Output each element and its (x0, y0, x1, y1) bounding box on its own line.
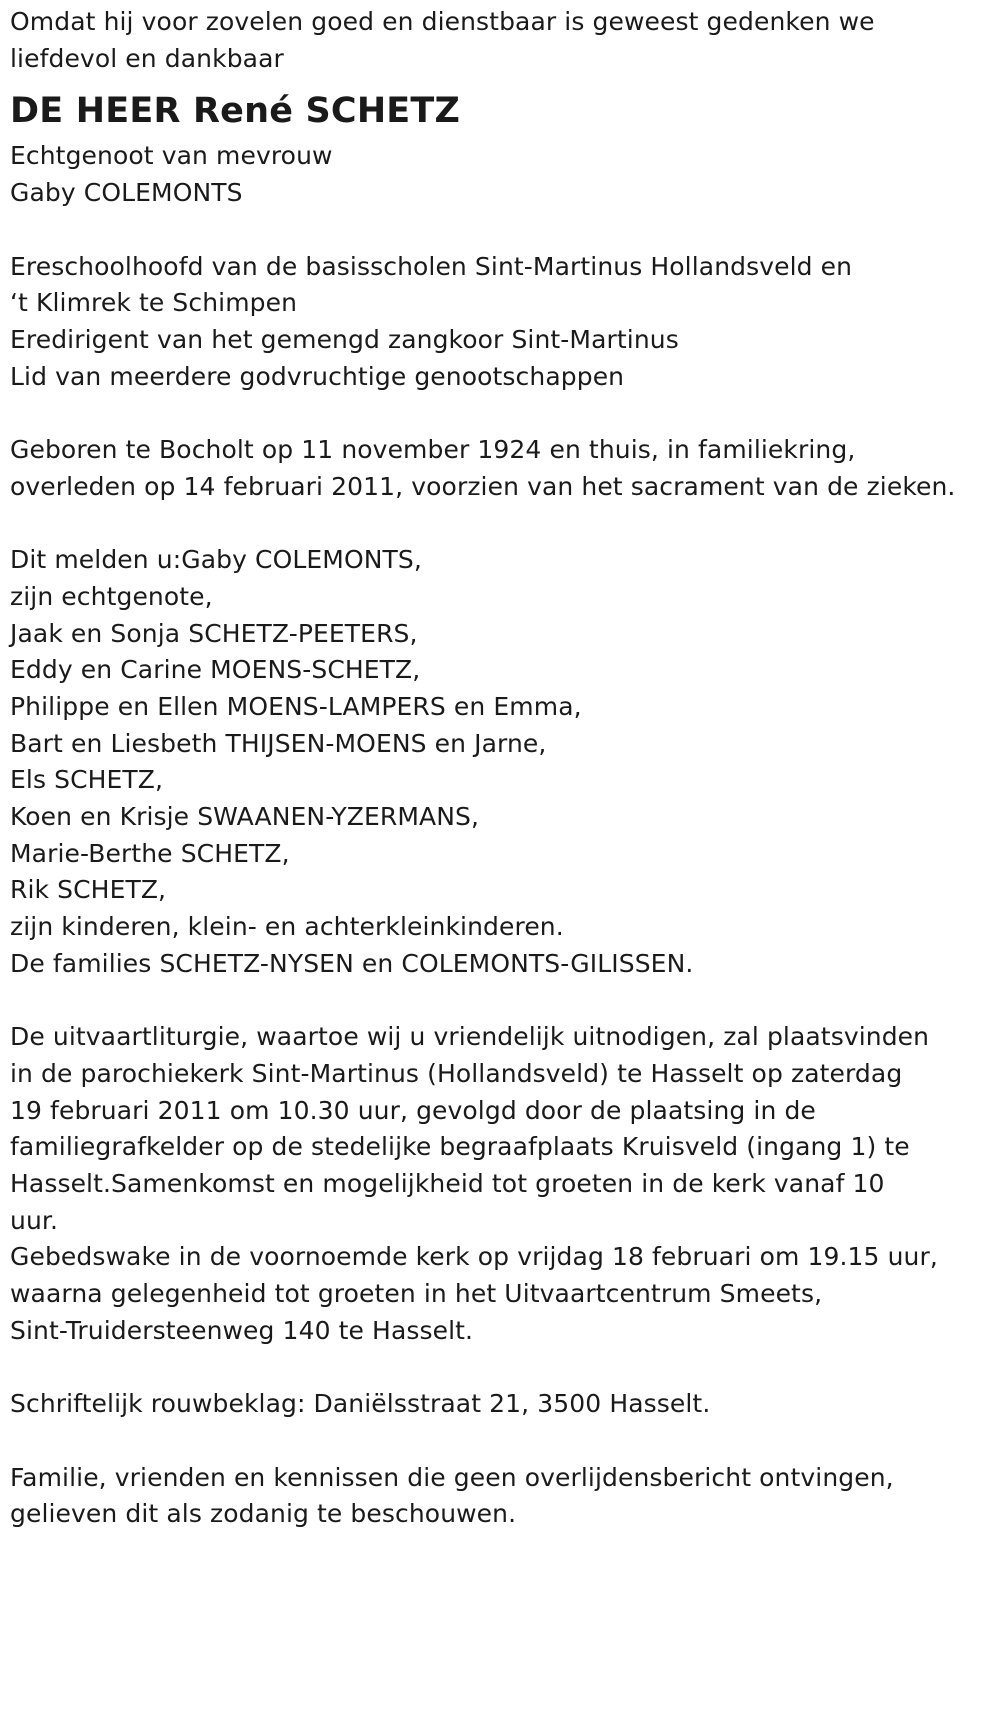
role-line: ‘t Klimrek te Schimpen (10, 288, 298, 318)
spacer (10, 505, 990, 542)
roles-paragraph (10, 249, 990, 396)
spacer (10, 1350, 990, 1387)
closing-line: Familie, vrienden en kennissen die geen overlijdensbericht ontvingen, (10, 1462, 894, 1492)
birth-death-paragraph (10, 432, 990, 505)
announcers-paragraph (10, 542, 990, 982)
funeral-line: uur. (10, 1205, 59, 1235)
spacer (10, 983, 990, 1020)
birth-death-line: overleden op 14 februari 2011, voorzien van het sacrament van de zieken. (10, 471, 956, 501)
spouse-line: Gaby COLEMONTS (10, 178, 243, 208)
condolence-line: Schriftelijk rouwbeklag: Daniëlsstraat 21, 3500 Hasselt. (10, 1389, 711, 1419)
announcer-line: Bart en Liesbeth THIJSEN-MOENS en Jarne, (10, 728, 547, 758)
spacer (10, 395, 990, 432)
funeral-line: De uitvaartliturgie, waartoe wij u vriendelijk uitnodigen, zal plaatsvinden (10, 1022, 930, 1052)
intro-paragraph (10, 4, 990, 77)
announcer-line: zijn kinderen, klein- en achterkleinkinderen. (10, 912, 564, 942)
closing-paragraph (10, 1460, 990, 1533)
spacer (10, 212, 990, 249)
announcer-line: Koen en Krisje SWAANEN-YZERMANS, (10, 802, 480, 832)
announcer-line: Els SCHETZ, (10, 765, 164, 795)
announcer-line: Jaak en Sonja SCHETZ-PEETERS, (10, 618, 418, 648)
closing-line: gelieven dit als zodanig te beschouwen. (10, 1499, 517, 1529)
intro-line: Omdat hij voor zovelen goed en dienstbaar is geweest gedenken we (10, 7, 875, 36)
spacer (10, 1423, 990, 1460)
condolence-paragraph (10, 1386, 990, 1423)
funeral-line: Hasselt.Samenkomst en mogelijkheid tot groeten in de kerk vanaf 10 (10, 1169, 885, 1199)
birth-death-line: Geboren te Bocholt op 11 november 1924 en thuis, in familiekring, (10, 435, 856, 464)
funeral-line: in de parochiekerk Sint-Martinus (Hollandsveld) te Hasselt op zaterdag (10, 1058, 903, 1088)
role-line: Lid van meerdere godvruchtige genootschappen (10, 361, 625, 391)
funeral-line: Sint-Truidersteenweg 140 te Hasselt. (10, 1315, 474, 1345)
funeral-paragraph (10, 1019, 990, 1349)
intro-line: liefdevol en dankbaar (10, 43, 284, 73)
funeral-line: Gebedswake in de voornoemde kerk op vrijdag 18 februari om 19.15 uur, (10, 1242, 938, 1272)
announcer-line: Philippe en Ellen MOENS-LAMPERS en Emma, (10, 691, 582, 721)
spouse-line: Echtgenoot van mevrouw (10, 141, 333, 171)
spouse-paragraph (10, 138, 990, 211)
funeral-line: waarna gelegenheid tot groeten in het Uitvaartcentrum Smeets, (10, 1279, 823, 1309)
announcer-line: Eddy en Carine MOENS-SCHETZ, (10, 655, 421, 685)
role-line: Ereschoolhoofd van de basisscholen Sint-Martinus Hollandsveld en (10, 251, 853, 281)
role-line: Eredirigent van het gemengd zangkoor Sint-Martinus (10, 324, 679, 354)
announcer-line: Marie-Berthe SCHETZ, (10, 838, 290, 868)
announcer-line: De families SCHETZ-NYSEN en COLEMONTS-GILISSEN. (10, 948, 694, 978)
announcer-line: zijn echtgenote, (10, 581, 213, 611)
funeral-line: familiegrafkelder op de stedelijke begraafplaats Kruisveld (ingang 1) te (10, 1132, 910, 1162)
deceased-name-heading: DE HEER René SCHETZ (10, 91, 461, 132)
funeral-line: 19 februari 2011 om 10.30 uur, gevolgd door de plaatsing in de (10, 1095, 816, 1125)
announcer-line: Rik SCHETZ, (10, 875, 167, 905)
announcer-line: Dit melden u:Gaby COLEMONTS, (10, 545, 422, 575)
